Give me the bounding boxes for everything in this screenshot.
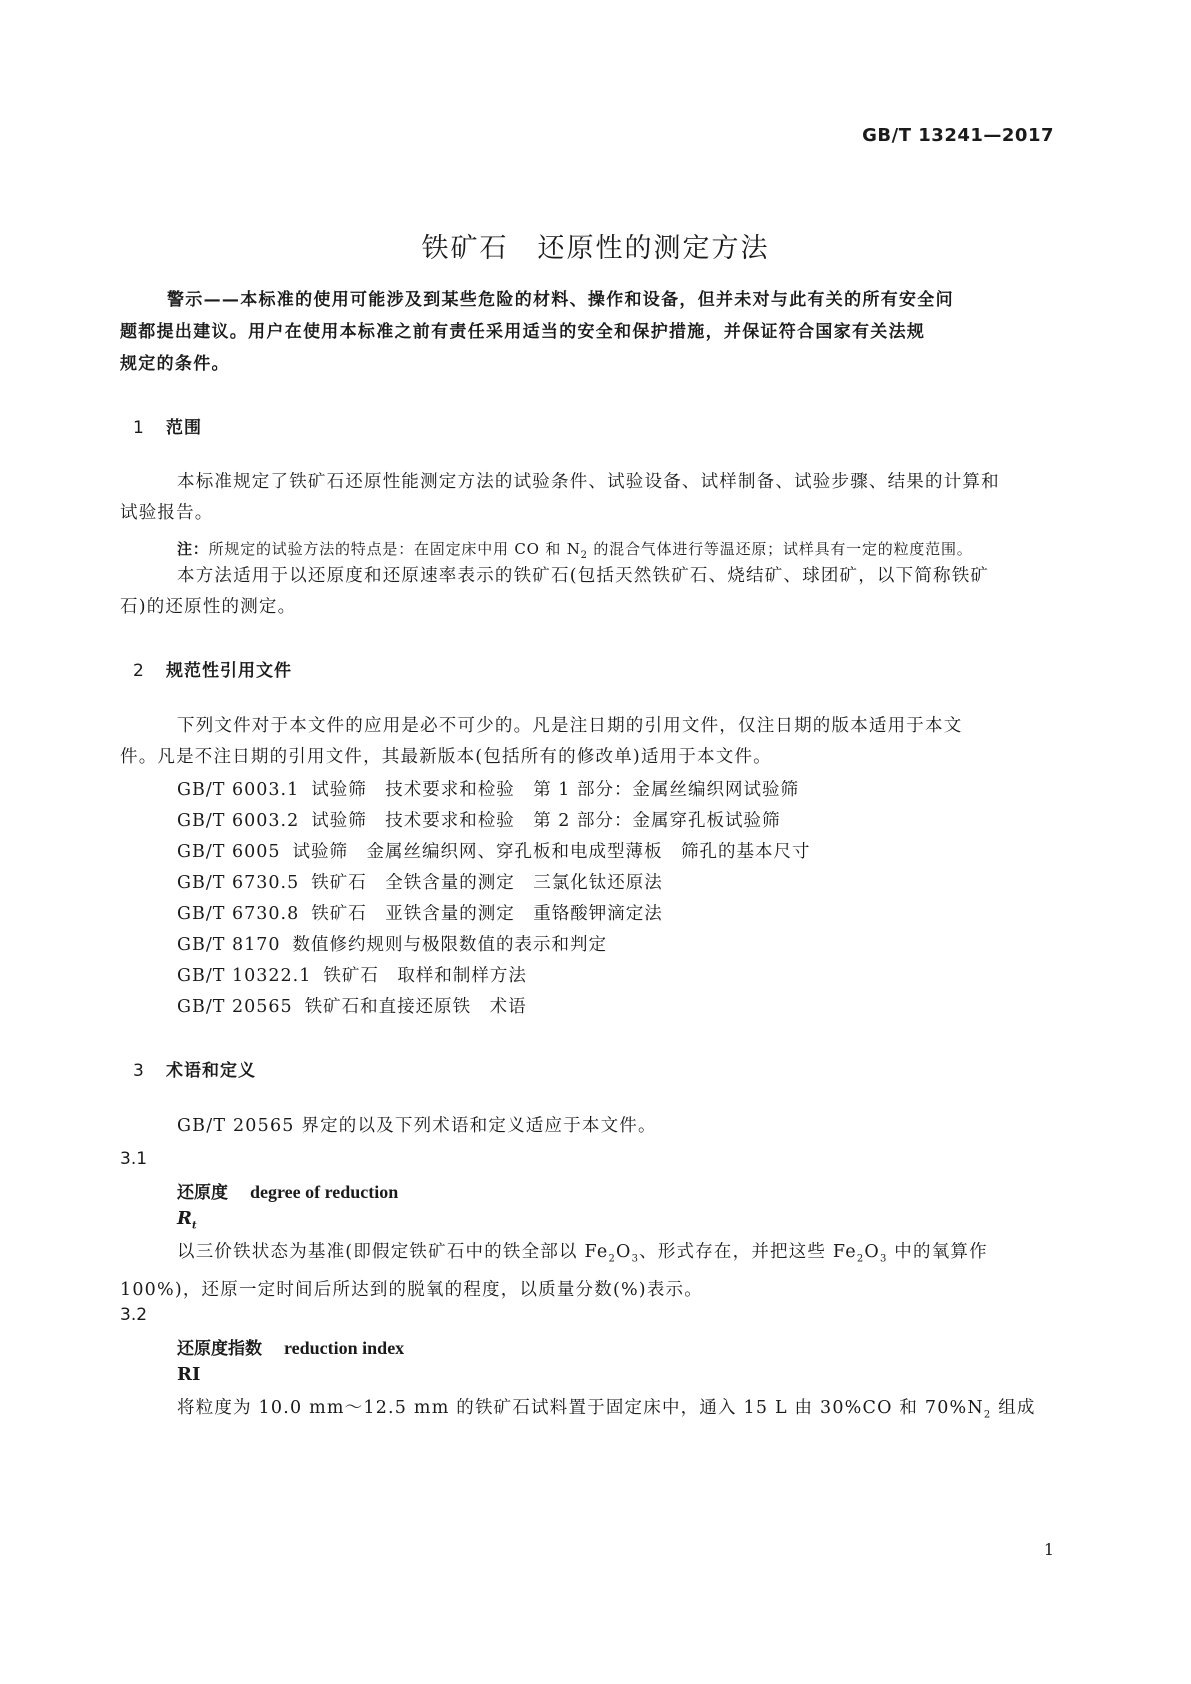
paragraph-line: 本方法适用于以还原度和还原速率表示的铁矿石(包括天然铁矿石、烧结矿、球团矿，以下简称铁矿 (177, 566, 990, 586)
subscript: 2 (608, 1253, 616, 1265)
subscript: t (191, 1220, 197, 1232)
term-en: degree of reduction (250, 1182, 399, 1202)
section-heading-normative-references (133, 656, 292, 681)
reference-title: 铁矿石和直接还原铁 术语 (304, 997, 527, 1017)
reference-title: 铁矿石 亚铁含量的测定 重铬酸钾滴定法 (311, 904, 663, 924)
section-heading-scope (133, 413, 202, 438)
paragraph-line: 石)的还原性的测定。 (120, 597, 297, 617)
reference-title: 铁矿石 取样和制样方法 (323, 966, 527, 986)
paragraph-line: 件。凡是不注日期的引用文件，其最新版本(包括所有的修改单)适用于本文件。 (120, 747, 772, 767)
paragraph-line: 100%)，还原一定时间后所达到的脱氧的程度，以质量分数(%)表示。 (120, 1279, 703, 1300)
terms-intro (120, 1111, 1055, 1142)
reference-item (177, 900, 663, 925)
paragraph-line: 下列文件对于本文件的应用是必不可少的。凡是注日期的引用文件，仅注日期的版本适用于本文 (177, 716, 963, 736)
note-label: 注： (177, 540, 209, 558)
def-text: O (616, 1242, 632, 1262)
term-definition (120, 1393, 1055, 1431)
page-number: 1 (1043, 1540, 1054, 1559)
reference-code: GB/T 6730.5 (177, 873, 300, 893)
paragraph-line (120, 1237, 1055, 1275)
reference-code: GB/T 8170 (177, 935, 281, 955)
term-symbol: RI (177, 1364, 201, 1385)
section-title: 术语和定义 (166, 1061, 256, 1081)
reference-title: 试验筛 金属丝编织网、穿孔板和电成型薄板 筛孔的基本尺寸 (292, 842, 811, 862)
reference-code: GB/T 6003.2 (177, 811, 300, 831)
term-zh: 还原度 (177, 1183, 228, 1203)
paragraph-line: 试验报告。 (120, 503, 214, 523)
paragraph-line: GB/T 20565 界定的以及下列术语和定义适应于本文件。 (177, 1116, 657, 1136)
def-text: 中的氧算作 (887, 1242, 988, 1262)
symbol-main: R (177, 1208, 192, 1229)
term-symbol (177, 1208, 197, 1232)
section-number: 3 (133, 1061, 145, 1081)
term-entry (177, 1178, 398, 1203)
reference-item (177, 807, 780, 832)
def-text: 以三价铁状态为基准(即假定铁矿石中的铁全部以 Fe (177, 1242, 609, 1262)
note-text: 的混合气体进行等温还原；试样具有一定的粒度范围。 (587, 540, 973, 558)
references-intro (120, 711, 1055, 773)
def-text: 将粒度为 10.0 mm～12.5 mm 的铁矿石试料置于固定床中，通入 15 L 由 30%CO 和 70%N (177, 1398, 984, 1418)
reference-title: 试验筛 技术要求和检验 第 2 部分：金属穿孔板试验筛 (311, 811, 781, 831)
reference-item (177, 962, 527, 987)
warning-line: 题都提出建议。用户在使用本标准之前有责任采用适当的安全和保护措施，并保证符合国家有关法规 (120, 322, 926, 342)
paragraph-line (120, 1393, 1055, 1431)
reference-code: GB/T 6005 (177, 842, 281, 862)
reference-title: 铁矿石 全铁含量的测定 三氯化钛还原法 (311, 873, 663, 893)
section-heading-terms (133, 1056, 256, 1081)
standard-code: GB/T 13241—2017 (862, 125, 1054, 146)
clause-number: 3.1 (120, 1149, 148, 1169)
section-number: 1 (133, 418, 145, 438)
subscript: 3 (879, 1253, 888, 1265)
reference-item (177, 931, 607, 956)
document-title: 铁矿石 还原性的测定方法 (421, 233, 770, 264)
clause-number: 3.2 (120, 1305, 148, 1325)
subscript: 2 (856, 1253, 865, 1265)
reference-title: 试验筛 技术要求和检验 第 1 部分：金属丝编织网试验筛 (311, 780, 799, 800)
reference-item (177, 993, 527, 1018)
scope-note (177, 538, 973, 561)
warning-line: 规定的条件。 (120, 354, 230, 374)
reference-item (177, 776, 799, 801)
warning-line: 警示——本标准的使用可能涉及到某些危险的材料、操作和设备，但并未对与此有关的所有安全问 (167, 290, 954, 310)
term-zh: 还原度指数 (177, 1339, 262, 1359)
section-number: 2 (133, 661, 145, 681)
term-definition (120, 1237, 1055, 1306)
def-text: O (864, 1242, 880, 1262)
scope-paragraph-2 (120, 561, 1055, 623)
def-text: 、形式存在，并把这些 Fe (639, 1242, 857, 1262)
section-title: 规范性引用文件 (166, 661, 292, 681)
note-text: 所规定的试验方法的特点是：在固定床中用 CO 和 N (208, 540, 581, 558)
def-text: 组成 (991, 1398, 1036, 1418)
subscript: 2 (580, 550, 588, 561)
section-title: 范围 (166, 418, 202, 438)
scope-paragraph (120, 467, 1055, 529)
reference-code: GB/T 6730.8 (177, 904, 300, 924)
subscript: 2 (983, 1409, 992, 1421)
reference-item (177, 869, 663, 894)
term-entry (177, 1334, 404, 1359)
reference-title: 数值修约规则与极限数值的表示和判定 (292, 935, 608, 955)
paragraph-line: 本标准规定了铁矿石还原性能测定方法的试验条件、试验设备、试样制备、试验步骤、结果的计算和 (177, 472, 1000, 492)
subscript: 3 (631, 1253, 640, 1265)
reference-item (177, 838, 811, 863)
reference-code: GB/T 10322.1 (177, 966, 312, 986)
term-en: reduction index (284, 1338, 405, 1358)
reference-code: GB/T 20565 (177, 997, 293, 1017)
reference-code: GB/T 6003.1 (177, 780, 300, 800)
warning-block (120, 284, 1055, 380)
